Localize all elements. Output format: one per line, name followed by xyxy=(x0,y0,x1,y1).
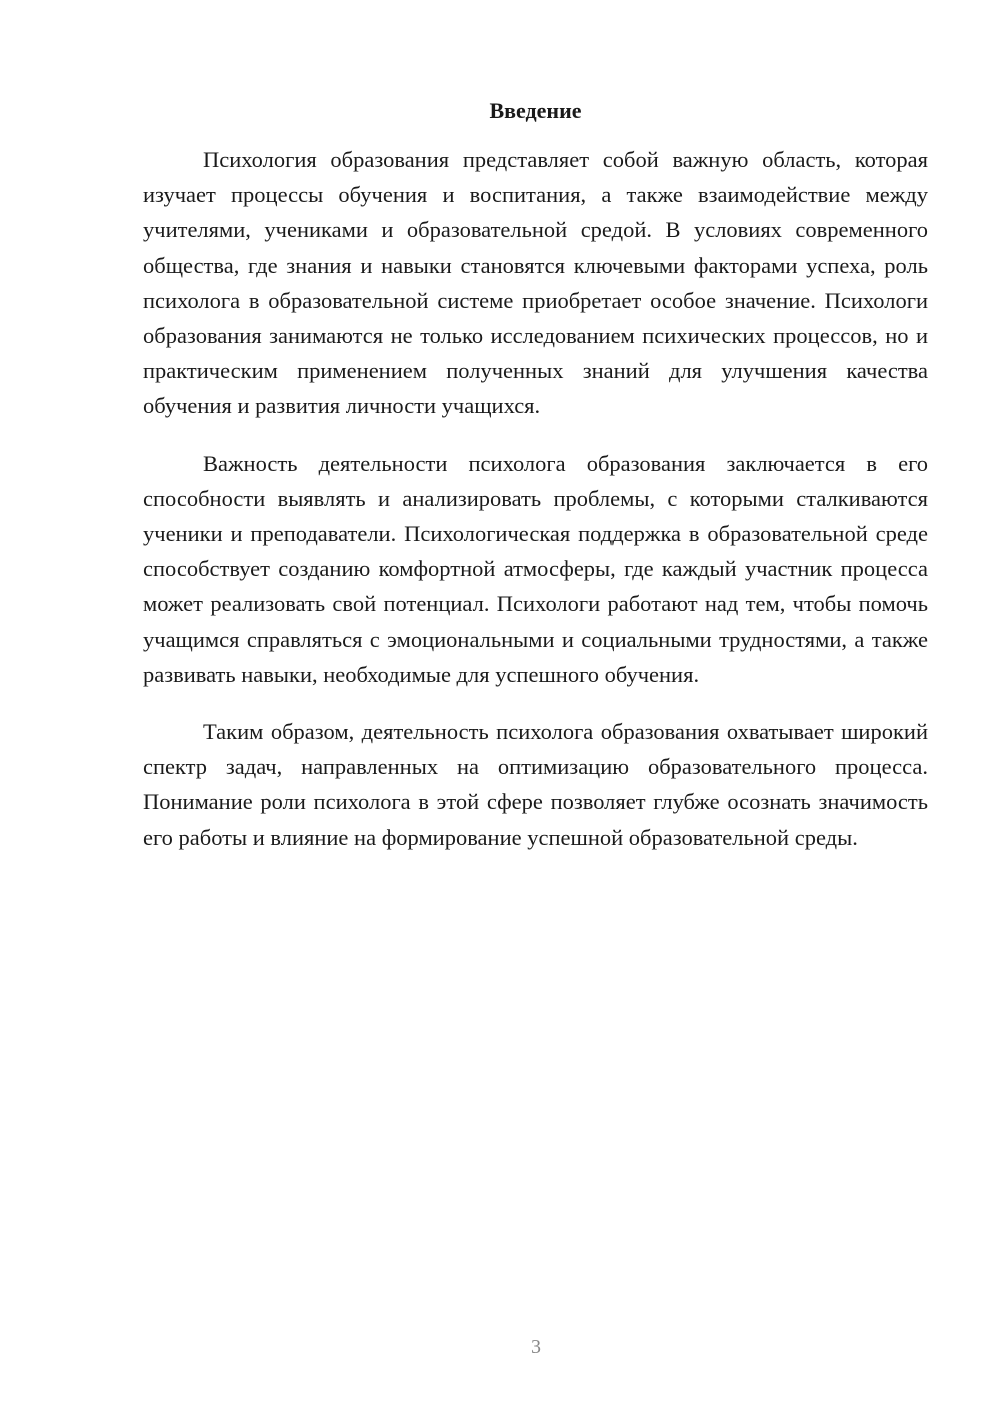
paragraph-1: Психология образования представляет собой важную область, которая изучает процессы обучения и воспитания, а также взаимодействие между учителями, учениками и образовательной средой. В условиях современного общества, где знания и навыки становятся ключевыми факторами успеха, роль психолога в образовательной системе приобретает особое значение. Психологи образования занимаются не только исследованием психических процессов, но и практическим применением полученных знаний для улучшения качества обучения и развития личности учащихся. xyxy=(143,147,928,419)
paragraph-3: Таким образом, деятельность психолога образования охватывает широкий спектр задач, направленных на оптимизацию образовательного процесса. Понимание роли психолога в этой сфере позволяет глубже осознать значимость его работы и влияние на формирование успешной образовательной среды. xyxy=(143,719,928,850)
page-title: Введение xyxy=(489,98,582,123)
paragraph-2: Важность деятельности психолога образования заключается в его способности выявлять и анализировать проблемы, с которыми сталкиваются ученики и преподаватели. Психологическая поддержка в образовательной среде способствует созданию комфортной атмосферы, где каждый участник процесса может реализовать свой потенциал. Психологи работают над тем, чтобы помочь учащимся справляться с эмоциональными и социальными трудностями, а также развивать навыки, необходимые для успешного обучения. xyxy=(143,450,928,687)
body-text xyxy=(143,142,928,877)
page-number: 3 xyxy=(531,1336,541,1358)
